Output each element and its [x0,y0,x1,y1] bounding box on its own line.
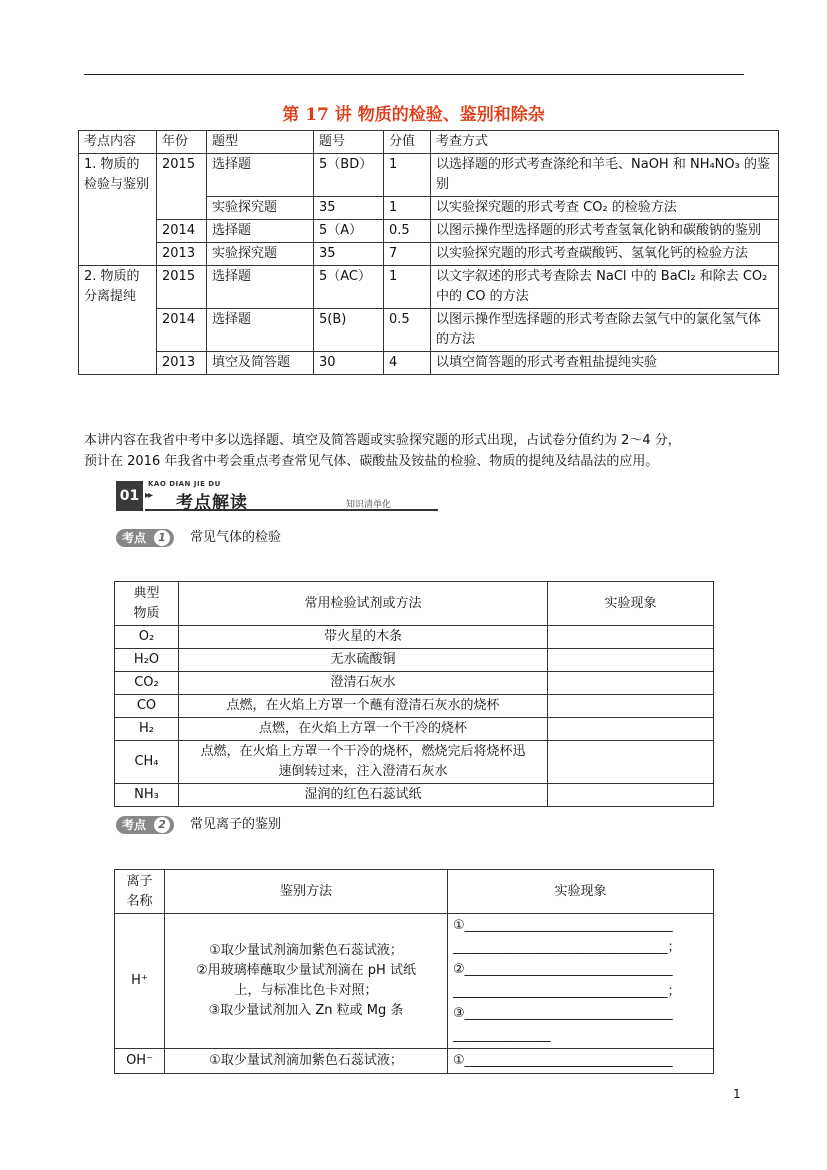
result-cell [548,741,714,784]
num-cell: 5（A） [314,220,384,243]
table-row [79,243,779,266]
table-row [115,1049,714,1074]
year-cell: 2015 [157,266,207,309]
table-row [115,741,714,784]
method-cell: ①取少量试剂滴加紫色石蕊试液； [165,1049,448,1074]
banner-subtitle: 知识清单化 [346,500,392,510]
year-cell: 2013 [157,243,207,266]
result-cell [548,626,714,649]
substance-cell: CO [115,695,179,718]
answer-blank[interactable]: ①________________________________ [453,918,673,933]
table-row [79,154,779,197]
header-cell: 题型 [207,131,314,154]
num-cell: 5(B) [314,309,384,352]
answer-blank[interactable]: ③________________________________ [453,1006,673,1021]
header-cell: 离子名称 [115,870,165,914]
answer-blank[interactable]: ②________________________________ [453,962,673,977]
type-cell: 实验探究题 [207,197,314,220]
method-cell: 以图示操作型选择题的形式考查除去氢气中的氯化氢气体的方法 [431,309,779,352]
table-row [115,695,714,718]
table-row [115,784,714,807]
method-cell: 无水硫酸铜 [179,649,548,672]
num-cell: 30 [314,352,384,375]
answer-blank[interactable]: _______________ [453,1028,551,1043]
table-row [115,626,714,649]
kaodian-badge [116,816,174,834]
table-row [79,220,779,243]
kaodian-number: 1 [154,530,170,546]
table-row [79,131,779,154]
header-cell: 常用检验试剂或方法 [179,582,548,626]
header-cell: 考查方式 [431,131,779,154]
type-cell: 选择题 [207,266,314,309]
header-cell: 考点内容 [79,131,157,154]
type-cell: 选择题 [207,220,314,243]
method-cell: 以图示操作型选择题的形式考查氢氧化钠和碳酸钠的鉴别 [431,220,779,243]
method-cell: 湿润的红色石蕊试纸 [179,784,548,807]
method-cell [165,914,448,1049]
group-cell: 1. 物质的检验与鉴别 [79,154,157,266]
year-cell: 2014 [157,220,207,243]
table-row [115,870,714,914]
intro-text [84,430,764,472]
method-step: ②用玻璃棒蘸取少量试剂滴在 pH 试纸上，与标准比色卡对照； [196,963,416,998]
section-banner [116,481,438,511]
group-cell: 2. 物质的分离提纯 [79,266,157,375]
banner-title: 考点解读 [176,493,248,513]
header-cell: 实验现象 [548,582,714,626]
table-row [79,309,779,352]
table-row [79,352,779,375]
table-row [79,266,779,309]
type-cell: 选择题 [207,154,314,197]
banner-number: 01 [116,481,143,511]
answer-blank[interactable]: _________________________________； [453,984,681,999]
table-row [115,718,714,741]
result-cell [548,649,714,672]
kaodian-number: 2 [154,817,170,833]
double-arrow-icon: ▸▸ [145,490,152,501]
kaodian-word: 考点 [122,818,147,832]
ion-cell: OH⁻ [115,1049,165,1074]
result-cell [448,914,714,1049]
ion-identification-table [114,869,714,1074]
result-cell [548,784,714,807]
table-row [115,914,714,1049]
num-cell: 35 [314,197,384,220]
score-cell: 4 [384,352,431,375]
header-cell: 鉴别方法 [165,870,448,914]
header-cell: 题号 [314,131,384,154]
answer-blank[interactable]: _________________________________； [453,940,681,955]
gas-test-table [114,581,714,807]
header-cell: 分值 [384,131,431,154]
result-cell [548,695,714,718]
header-cell: 实验现象 [448,870,714,914]
method-cell: 以实验探究题的形式考查 CO₂ 的检验方法 [431,197,779,220]
substance-cell: CO₂ [115,672,179,695]
score-cell: 7 [384,243,431,266]
result-cell [448,1049,714,1074]
table-row [115,649,714,672]
method-cell: 澄清石灰水 [179,672,548,695]
ion-cell: H⁺ [115,914,165,1049]
type-cell: 填空及简答题 [207,352,314,375]
substance-cell: O₂ [115,626,179,649]
substance-cell: CH₄ [115,741,179,784]
score-cell: 1 [384,266,431,309]
substance-cell: H₂ [115,718,179,741]
score-cell: 0.5 [384,220,431,243]
year-cell: 2015 [157,154,207,220]
method-cell: 点燃，在火焰上方罩一个蘸有澄清石灰水的烧杯 [179,695,548,718]
intro-line: 本讲内容在我省中考中多以选择题、填空及简答题或实验探究题的形式出现，占试卷分值约为 2～4 分， [84,433,681,448]
result-cell [548,672,714,695]
header-cell: 年份 [157,131,207,154]
method-cell: 带火星的木条 [179,626,548,649]
table-row [115,582,714,626]
page-title: 第 17 讲 物质的检验、鉴别和除杂 [282,105,545,125]
method-cell: 以填空简答题的形式考查粗盐提纯实验 [431,352,779,375]
score-cell: 1 [384,154,431,197]
score-cell: 0.5 [384,309,431,352]
method-cell: 以文字叙述的形式考查除去 NaCl 中的 BaCl₂ 和除去 CO₂ 中的 CO 的方法 [431,266,779,309]
score-cell: 1 [384,197,431,220]
substance-cell: NH₃ [115,784,179,807]
banner-pinyin: KAO DIAN JIE DU [148,480,221,488]
method-step: ③取少量试剂加入 Zn 粒或 Mg 条 [208,1003,404,1018]
year-cell: 2014 [157,309,207,352]
kaodian-label: 常见离子的鉴别 [190,817,282,832]
num-cell: 35 [314,243,384,266]
num-cell: 5（BD） [314,154,384,197]
banner-rule [145,509,438,511]
result-cell [548,718,714,741]
intro-line: 预计在 2016 年我省中考会重点考查常见气体、碳酸盐及铵盐的检验、物质的提纯及结晶法的应用。 [84,454,659,469]
method-cell: 以选择题的形式考查涤纶和羊毛、NaOH 和 NH₄NO₃ 的鉴别 [431,154,779,197]
type-cell: 实验探究题 [207,243,314,266]
method-cell: 点燃，在火焰上方罩一个干冷的烧杯，燃烧完后将烧杯迅速倒转过来，注入澄清石灰水 [179,741,548,784]
kaodian-word: 考点 [122,531,147,545]
answer-blank[interactable]: ①________________________________ [453,1053,673,1068]
table-row [115,672,714,695]
method-cell: 点燃，在火焰上方罩一个干冷的烧杯 [179,718,548,741]
kaodian-label: 常见气体的检验 [190,530,282,545]
year-cell: 2013 [157,352,207,375]
num-cell: 5（AC） [314,266,384,309]
method-cell: 以实验探究题的形式考查碳酸钙、氢氧化钙的检验方法 [431,243,779,266]
substance-cell: H₂O [115,649,179,672]
header-rule [84,74,744,75]
method-step: ①取少量试剂滴加紫色石蕊试液； [209,943,403,958]
kaodian-badge [116,529,174,547]
overview-table [78,130,779,375]
header-cell: 典型物质 [115,582,179,626]
page-number: 1 [733,1087,741,1101]
type-cell: 选择题 [207,309,314,352]
